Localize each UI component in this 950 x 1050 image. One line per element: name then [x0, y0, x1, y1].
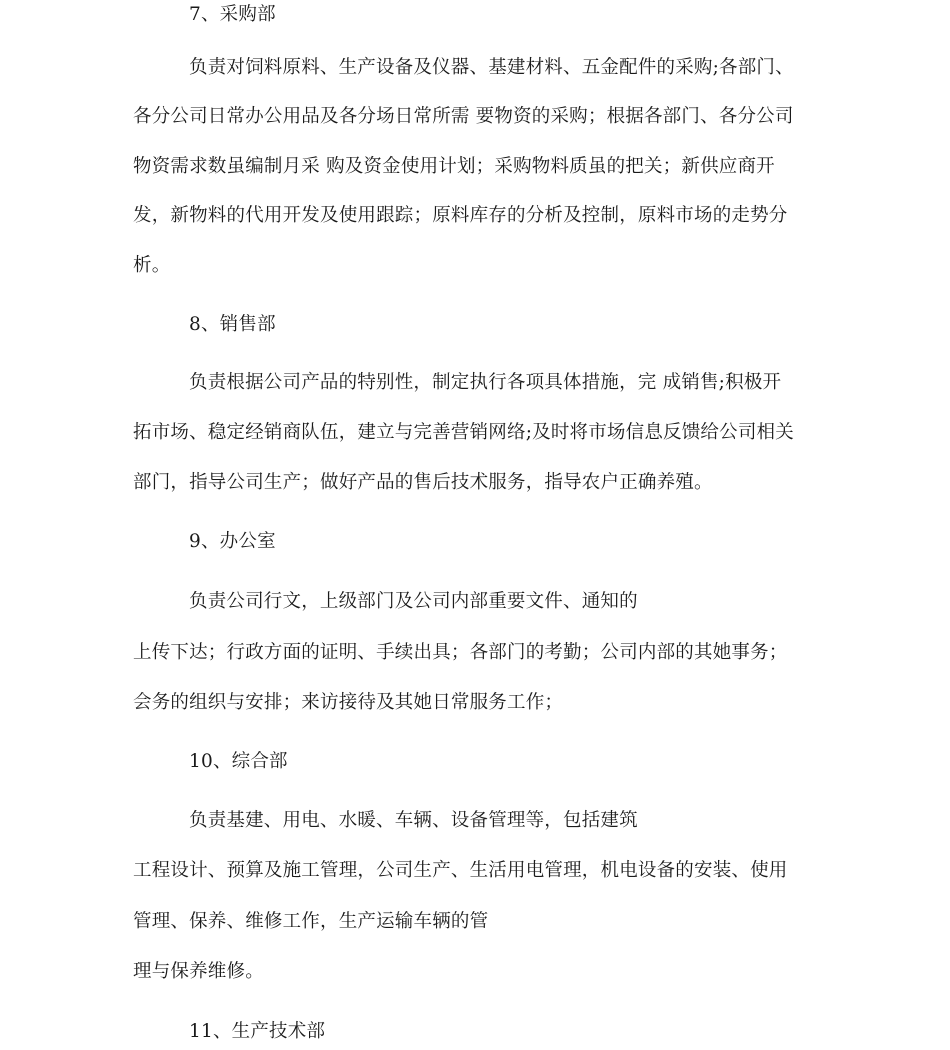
paragraph-line: 会务的组织与安排；来访接待及其她日常服务工作； — [133, 692, 564, 713]
paragraph-line: 各分公司日常办公用品及各分场日常所需 要物资的采购；根据各部门、各分公司 — [133, 106, 794, 127]
section-heading: 7、采购部 — [189, 4, 276, 25]
paragraph-line: 理与保养维修。 — [133, 961, 264, 982]
paragraph-line: 拓市场、稳定经销商队伍，建立与完善营销网络;及时将市场信息反馈给公司相关 — [133, 422, 794, 443]
paragraph-line: 析。 — [133, 255, 171, 276]
paragraph-line: 负责对饲料原料、生产设备及仪器、基建材料、五金配件的采购;各部门、 — [189, 57, 794, 78]
paragraph-line: 发，新物料的代用开发及使用跟踪；原料库存的分析及控制，原料市场的走势分 — [133, 205, 788, 226]
paragraph-line: 部门，指导公司生产；做好产品的售后技术服务，指导农户正确养殖。 — [133, 472, 713, 493]
paragraph-line: 负责基建、用电、水暖、车辆、设备管理等，包括建筑 — [189, 810, 638, 831]
paragraph-line: 上传下达；行政方面的证明、手续出具；各部门的考勤；公司内部的其她事务； — [133, 642, 788, 663]
paragraph-line: 物资需求数虽编制月采 购及资金使用计划；采购物料质虽的把关；新供应商开 — [133, 156, 775, 177]
paragraph-line: 负责公司行文，上级部门及公司内部重要文件、通知的 — [189, 591, 638, 612]
section-heading: 10、综合部 — [189, 751, 288, 772]
paragraph-line: 管理、保养、维修工作，生产运输车辆的管 — [133, 911, 489, 932]
section-heading: 11、生产技术部 — [189, 1021, 326, 1042]
section-heading: 9、办公室 — [189, 531, 276, 552]
paragraph-line: 负责根据公司产品的特别性，制定执行各项具体措施，完 成销售;积极开 — [189, 372, 782, 393]
paragraph-line: 工程设计、预算及施工管理，公司生产、生活用电管理，机电设备的安装、使用 — [133, 860, 788, 881]
section-heading: 8、销售部 — [189, 314, 276, 335]
